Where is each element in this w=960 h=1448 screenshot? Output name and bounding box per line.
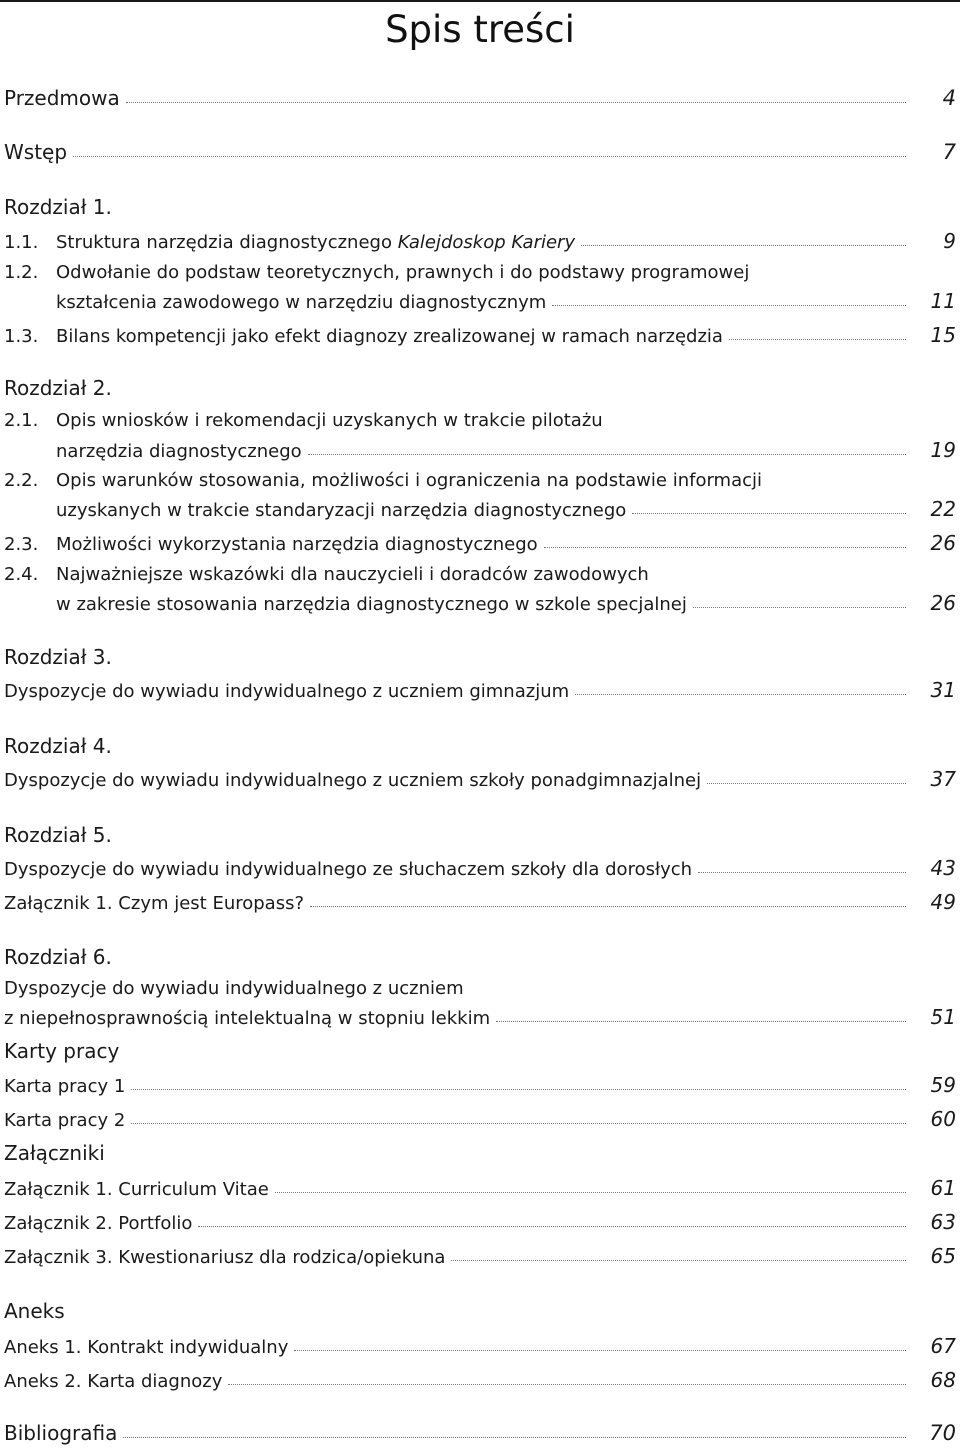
dot-leader bbox=[198, 1226, 906, 1227]
toc-entry-rozdzial-5[interactable] bbox=[4, 855, 956, 883]
section-heading-text: Załączniki bbox=[4, 1141, 105, 1165]
section-number: 1.1. bbox=[4, 232, 39, 253]
toc-page-number: 59 bbox=[930, 1073, 956, 1097]
toc-page-number: 19 bbox=[930, 438, 956, 462]
dot-leader bbox=[632, 513, 906, 514]
toc-entry-wstep[interactable] bbox=[4, 138, 956, 166]
toc-entry-zalacznik-3[interactable] bbox=[4, 1243, 956, 1271]
toc-entry-text: Wstęp bbox=[4, 140, 68, 164]
dot-leader bbox=[228, 1384, 906, 1385]
toc-entry-text: w zakresie stosowania narzędzia diagnostycznego w szkole specjalnej bbox=[56, 594, 687, 615]
chapter-heading-text: Rozdział 3. bbox=[4, 645, 112, 669]
toc-entry-1-1[interactable] bbox=[4, 228, 956, 256]
toc-entry-rozdzial-6[interactable] bbox=[4, 1004, 956, 1032]
toc-entry-text: Dyspozycje do wywiadu indywidualnego ze słuchaczem szkoły dla dorosłych bbox=[4, 859, 693, 880]
toc-entry-2-1-line1 bbox=[4, 408, 956, 434]
toc-page-number: 51 bbox=[930, 1005, 956, 1029]
toc-entry-text: Dyspozycje do wywiadu indywidualnego z uczniem szkoły ponadgimnazjalnej bbox=[4, 770, 702, 791]
toc-entry-text: Bilans kompetencji jako efekt diagnozy zrealizowanej w ramach narzędzia bbox=[56, 326, 723, 347]
toc-entry-karta-pracy-1[interactable] bbox=[4, 1072, 956, 1100]
toc-entry-2-4[interactable] bbox=[4, 590, 956, 618]
chapter-heading-6 bbox=[4, 943, 956, 971]
dot-leader bbox=[698, 872, 906, 873]
toc-page-number: 70 bbox=[929, 1421, 956, 1445]
toc-entry-1-2-line1 bbox=[4, 260, 956, 286]
toc-entry-text: Aneks 2. Karta diagnozy bbox=[4, 1371, 223, 1392]
toc-entry-text: narzędzia diagnostycznego bbox=[56, 441, 302, 462]
toc-entry-2-2-line1 bbox=[4, 468, 956, 494]
toc-page-number: 4 bbox=[942, 86, 956, 110]
dot-leader bbox=[308, 454, 906, 455]
toc-entry-text: Załącznik 1. Curriculum Vitae bbox=[4, 1179, 269, 1200]
dot-leader bbox=[131, 1123, 906, 1124]
toc-entry-text: Karta pracy 1 bbox=[4, 1076, 126, 1097]
toc-entry-text: Załącznik 1. Czym jest Europass? bbox=[4, 893, 305, 914]
toc-entry-text: kształcenia zawodowego w narzędziu diagnostycznym bbox=[56, 292, 547, 313]
toc-page-number: 11 bbox=[930, 289, 956, 313]
toc-page-number: 22 bbox=[930, 497, 956, 521]
dot-leader bbox=[552, 305, 906, 306]
toc-entry-przedmowa[interactable] bbox=[4, 84, 956, 112]
toc-page-number: 43 bbox=[930, 856, 956, 880]
dot-leader bbox=[707, 783, 906, 784]
dot-leader bbox=[123, 1437, 906, 1438]
chapter-heading-2 bbox=[4, 374, 956, 402]
toc-entry-text: Aneks 1. Kontrakt indywidualny bbox=[4, 1337, 289, 1358]
chapter-heading-5 bbox=[4, 821, 956, 849]
toc-entry-text: Załącznik 2. Portfolio bbox=[4, 1213, 193, 1234]
italic-title: Kalejdoskop Kariery bbox=[397, 232, 576, 253]
dot-leader bbox=[693, 607, 906, 608]
section-heading-text: Aneks bbox=[4, 1299, 65, 1323]
chapter-heading-4 bbox=[4, 732, 956, 760]
toc-entry-europass[interactable] bbox=[4, 889, 956, 917]
toc-entry-aneks-2[interactable] bbox=[4, 1367, 956, 1395]
dot-leader bbox=[451, 1260, 906, 1261]
dot-leader bbox=[294, 1350, 906, 1351]
dot-leader bbox=[729, 339, 906, 340]
chapter-heading-1 bbox=[4, 193, 956, 221]
toc-page-number: 31 bbox=[930, 678, 956, 702]
toc-entry-zalacznik-2[interactable] bbox=[4, 1209, 956, 1237]
section-heading-zalaczniki bbox=[4, 1139, 956, 1167]
toc-entry-rozdzial-6-line1 bbox=[4, 976, 956, 1002]
toc-page-number: 61 bbox=[930, 1176, 956, 1200]
chapter-heading-text: Rozdział 1. bbox=[4, 195, 112, 219]
toc-entry-text: Struktura narzędzia diagnostycznego Kalejdoskop Kariery bbox=[56, 232, 576, 253]
toc-entry-text: Załącznik 3. Kwestionariusz dla rodzica/opiekuna bbox=[4, 1247, 446, 1268]
chapter-heading-3 bbox=[4, 643, 956, 671]
section-number: 2.2. bbox=[4, 470, 39, 491]
toc-entry-2-2[interactable] bbox=[4, 496, 956, 524]
toc-entry-text-line1: Najważniejsze wskazówki dla nauczycieli i doradców zawodowych bbox=[56, 564, 649, 585]
toc-page-number: 26 bbox=[930, 531, 956, 555]
dot-leader bbox=[126, 102, 906, 103]
toc-page-number: 49 bbox=[930, 890, 956, 914]
dot-leader bbox=[575, 694, 906, 695]
toc-entry-text: Możliwości wykorzystania narzędzia diagnostycznego bbox=[56, 534, 538, 555]
toc-entry-text: Bibliografia bbox=[4, 1421, 118, 1445]
section-heading-karty-pracy bbox=[4, 1037, 956, 1065]
toc-entry-text-line1: Dyspozycje do wywiadu indywidualnego z uczniem bbox=[4, 978, 464, 999]
toc-entry-2-3[interactable] bbox=[4, 530, 956, 558]
section-number: 2.1. bbox=[4, 410, 39, 431]
section-number: 2.3. bbox=[4, 534, 39, 555]
chapter-heading-text: Rozdział 4. bbox=[4, 734, 112, 758]
toc-entry-text-line1: Opis warunków stosowania, możliwości i ograniczenia na podstawie informacji bbox=[56, 470, 762, 491]
toc-entry-2-4-line1 bbox=[4, 562, 956, 588]
section-heading-aneks bbox=[4, 1297, 956, 1325]
toc-entry-2-1[interactable] bbox=[4, 437, 956, 465]
toc-entry-karta-pracy-2[interactable] bbox=[4, 1106, 956, 1134]
toc-page-number: 9 bbox=[943, 229, 956, 253]
section-heading-text: Karty pracy bbox=[4, 1039, 120, 1063]
toc-page-number: 37 bbox=[930, 767, 956, 791]
chapter-heading-text: Rozdział 5. bbox=[4, 823, 112, 847]
toc-entry-rozdzial-4[interactable] bbox=[4, 766, 956, 794]
toc-entry-rozdzial-3[interactable] bbox=[4, 677, 956, 705]
toc-page-number: 68 bbox=[930, 1368, 956, 1392]
toc-entry-1-3[interactable] bbox=[4, 322, 956, 350]
dot-leader bbox=[544, 547, 906, 548]
toc-page-number: 65 bbox=[930, 1244, 956, 1268]
toc-entry-text-line1: Odwołanie do podstaw teoretycznych, prawnych i do podstawy programowej bbox=[56, 262, 750, 283]
toc-entry-text: Przedmowa bbox=[4, 86, 120, 110]
dot-leader bbox=[131, 1089, 906, 1090]
toc-entry-1-2[interactable] bbox=[4, 288, 956, 316]
toc-entry-text: Dyspozycje do wywiadu indywidualnego z uczniem gimnazjum bbox=[4, 681, 570, 702]
toc-entry-text: z niepełnosprawnością intelektualną w stopniu lekkim bbox=[4, 1008, 491, 1029]
toc-page-number: 67 bbox=[930, 1334, 956, 1358]
toc-entry-bibliografia[interactable] bbox=[4, 1419, 956, 1447]
toc-page-number: 26 bbox=[930, 591, 956, 615]
section-number: 1.3. bbox=[4, 326, 39, 347]
toc-page-number: 63 bbox=[930, 1210, 956, 1234]
toc-entry-text: uzyskanych w trakcie standaryzacji narzędzia diagnostycznego bbox=[56, 500, 627, 521]
chapter-heading-text: Rozdział 6. bbox=[4, 945, 112, 969]
section-number: 2.4. bbox=[4, 564, 39, 585]
toc-page-number: 15 bbox=[930, 323, 956, 347]
page-title: Spis treści bbox=[385, 8, 575, 51]
toc-entry-text-line1: Opis wniosków i rekomendacji uzyskanych w trakcie pilotażu bbox=[56, 410, 603, 431]
dot-leader bbox=[496, 1021, 906, 1022]
section-number: 1.2. bbox=[4, 262, 39, 283]
chapter-heading-text: Rozdział 2. bbox=[4, 376, 112, 400]
toc-page-number: 60 bbox=[930, 1107, 956, 1131]
toc-entry-zalacznik-1[interactable] bbox=[4, 1175, 956, 1203]
dot-leader bbox=[275, 1192, 906, 1193]
dot-leader bbox=[73, 156, 906, 157]
toc-entry-text: Karta pracy 2 bbox=[4, 1110, 126, 1131]
dot-leader bbox=[581, 245, 906, 246]
dot-leader bbox=[310, 906, 906, 907]
toc-page-number: 7 bbox=[942, 140, 956, 164]
toc-entry-aneks-1[interactable] bbox=[4, 1333, 956, 1361]
